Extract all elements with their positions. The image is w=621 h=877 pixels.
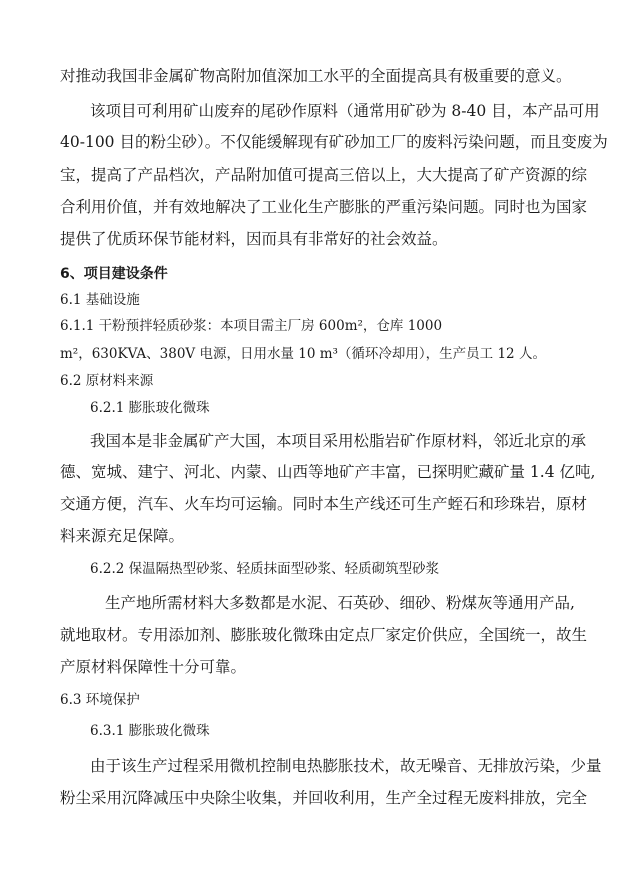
s6-2-2-line-1: 生产地所需材料大多数都是水泥、石英砂、细砂、粉煤灰等通用产品,	[105, 594, 575, 612]
section-6-2-1-heading: 6.2.1 膨胀玻化微珠	[90, 400, 210, 416]
para1-line-4: 合利用价值，并有效地解决了工业化生产膨胀的严重污染问题。同时也为国家	[60, 198, 588, 216]
s6-3-1-line-2: 粉尘采用沉降减压中央除尘收集，并回收利用，生产全过程无废料排放，完全	[60, 789, 588, 807]
s6-3-1-line-1: 由于该生产过程采用微机控制电热膨胀技术，故无噪音、无排放污染，少量	[90, 757, 602, 775]
section-6-1-heading: 6.1 基础设施	[60, 292, 140, 308]
s6-2-1-line-3: 交通方便，汽车、火车均可运输。同时本生产线还可生产蛭石和珍珠岩，原材	[60, 495, 588, 513]
section-6-3-1-heading: 6.3.1 膨胀玻化微珠	[90, 723, 210, 739]
section-6-3-heading: 6.3 环境保护	[60, 692, 140, 708]
section-6-heading: 6、项目建设条件	[60, 266, 168, 282]
s6-1-1-line-1: 6.1.1 干粉预拌轻质砂浆：本项目需主厂房 600m²，仓库 1000	[60, 318, 443, 334]
s6-2-1-line-4: 料来源充足保障。	[60, 527, 185, 545]
s6-2-2-line-2: 就地取材。专用添加剂、膨胀玻化微珠由定点厂家定价供应，全国统一，故生	[60, 626, 588, 644]
para1-line-1: 该项目可利用矿山废弃的尾砂作原料（通常用矿砂为 8-40 目，本产品可用	[90, 102, 600, 120]
para1-line-5: 提供了优质环保节能材料，因而具有非常好的社会效益。	[60, 230, 448, 248]
section-6-2-2-heading: 6.2.2 保温隔热型砂浆、轻质抹面型砂浆、轻质砌筑型砂浆	[90, 561, 440, 577]
s6-1-1-line-2: m²，630KVA、380V 电源，日用水量 10 m³（循环冷却用），生产员工 12 人。	[60, 346, 546, 362]
intro-tail-line: 对推动我国非金属矿物高附加值深加工水平的全面提高具有极重要的意义。	[60, 67, 572, 85]
s6-2-2-line-3: 产原材料保障性十分可靠。	[60, 658, 247, 676]
para1-line-3: 宝，提高了产品档次，产品附加值可提高三倍以上，大大提高了矿产资源的综	[60, 166, 588, 184]
para1-line-2: 40-100 目的粉尘砂）。不仅能缓解现有矿砂加工厂的废料污染问题，而且变废为	[60, 133, 608, 151]
section-6-2-heading: 6.2 原材料来源	[60, 373, 154, 389]
s6-2-1-line-1: 我国本是非金属矿产大国，本项目采用松脂岩矿作原材料，邻近北京的承	[90, 432, 587, 450]
s6-2-1-line-2: 德、宽城、建宁、河北、内蒙、山西等地矿产丰富，已探明贮藏矿量 1.4 亿吨,	[60, 463, 596, 481]
